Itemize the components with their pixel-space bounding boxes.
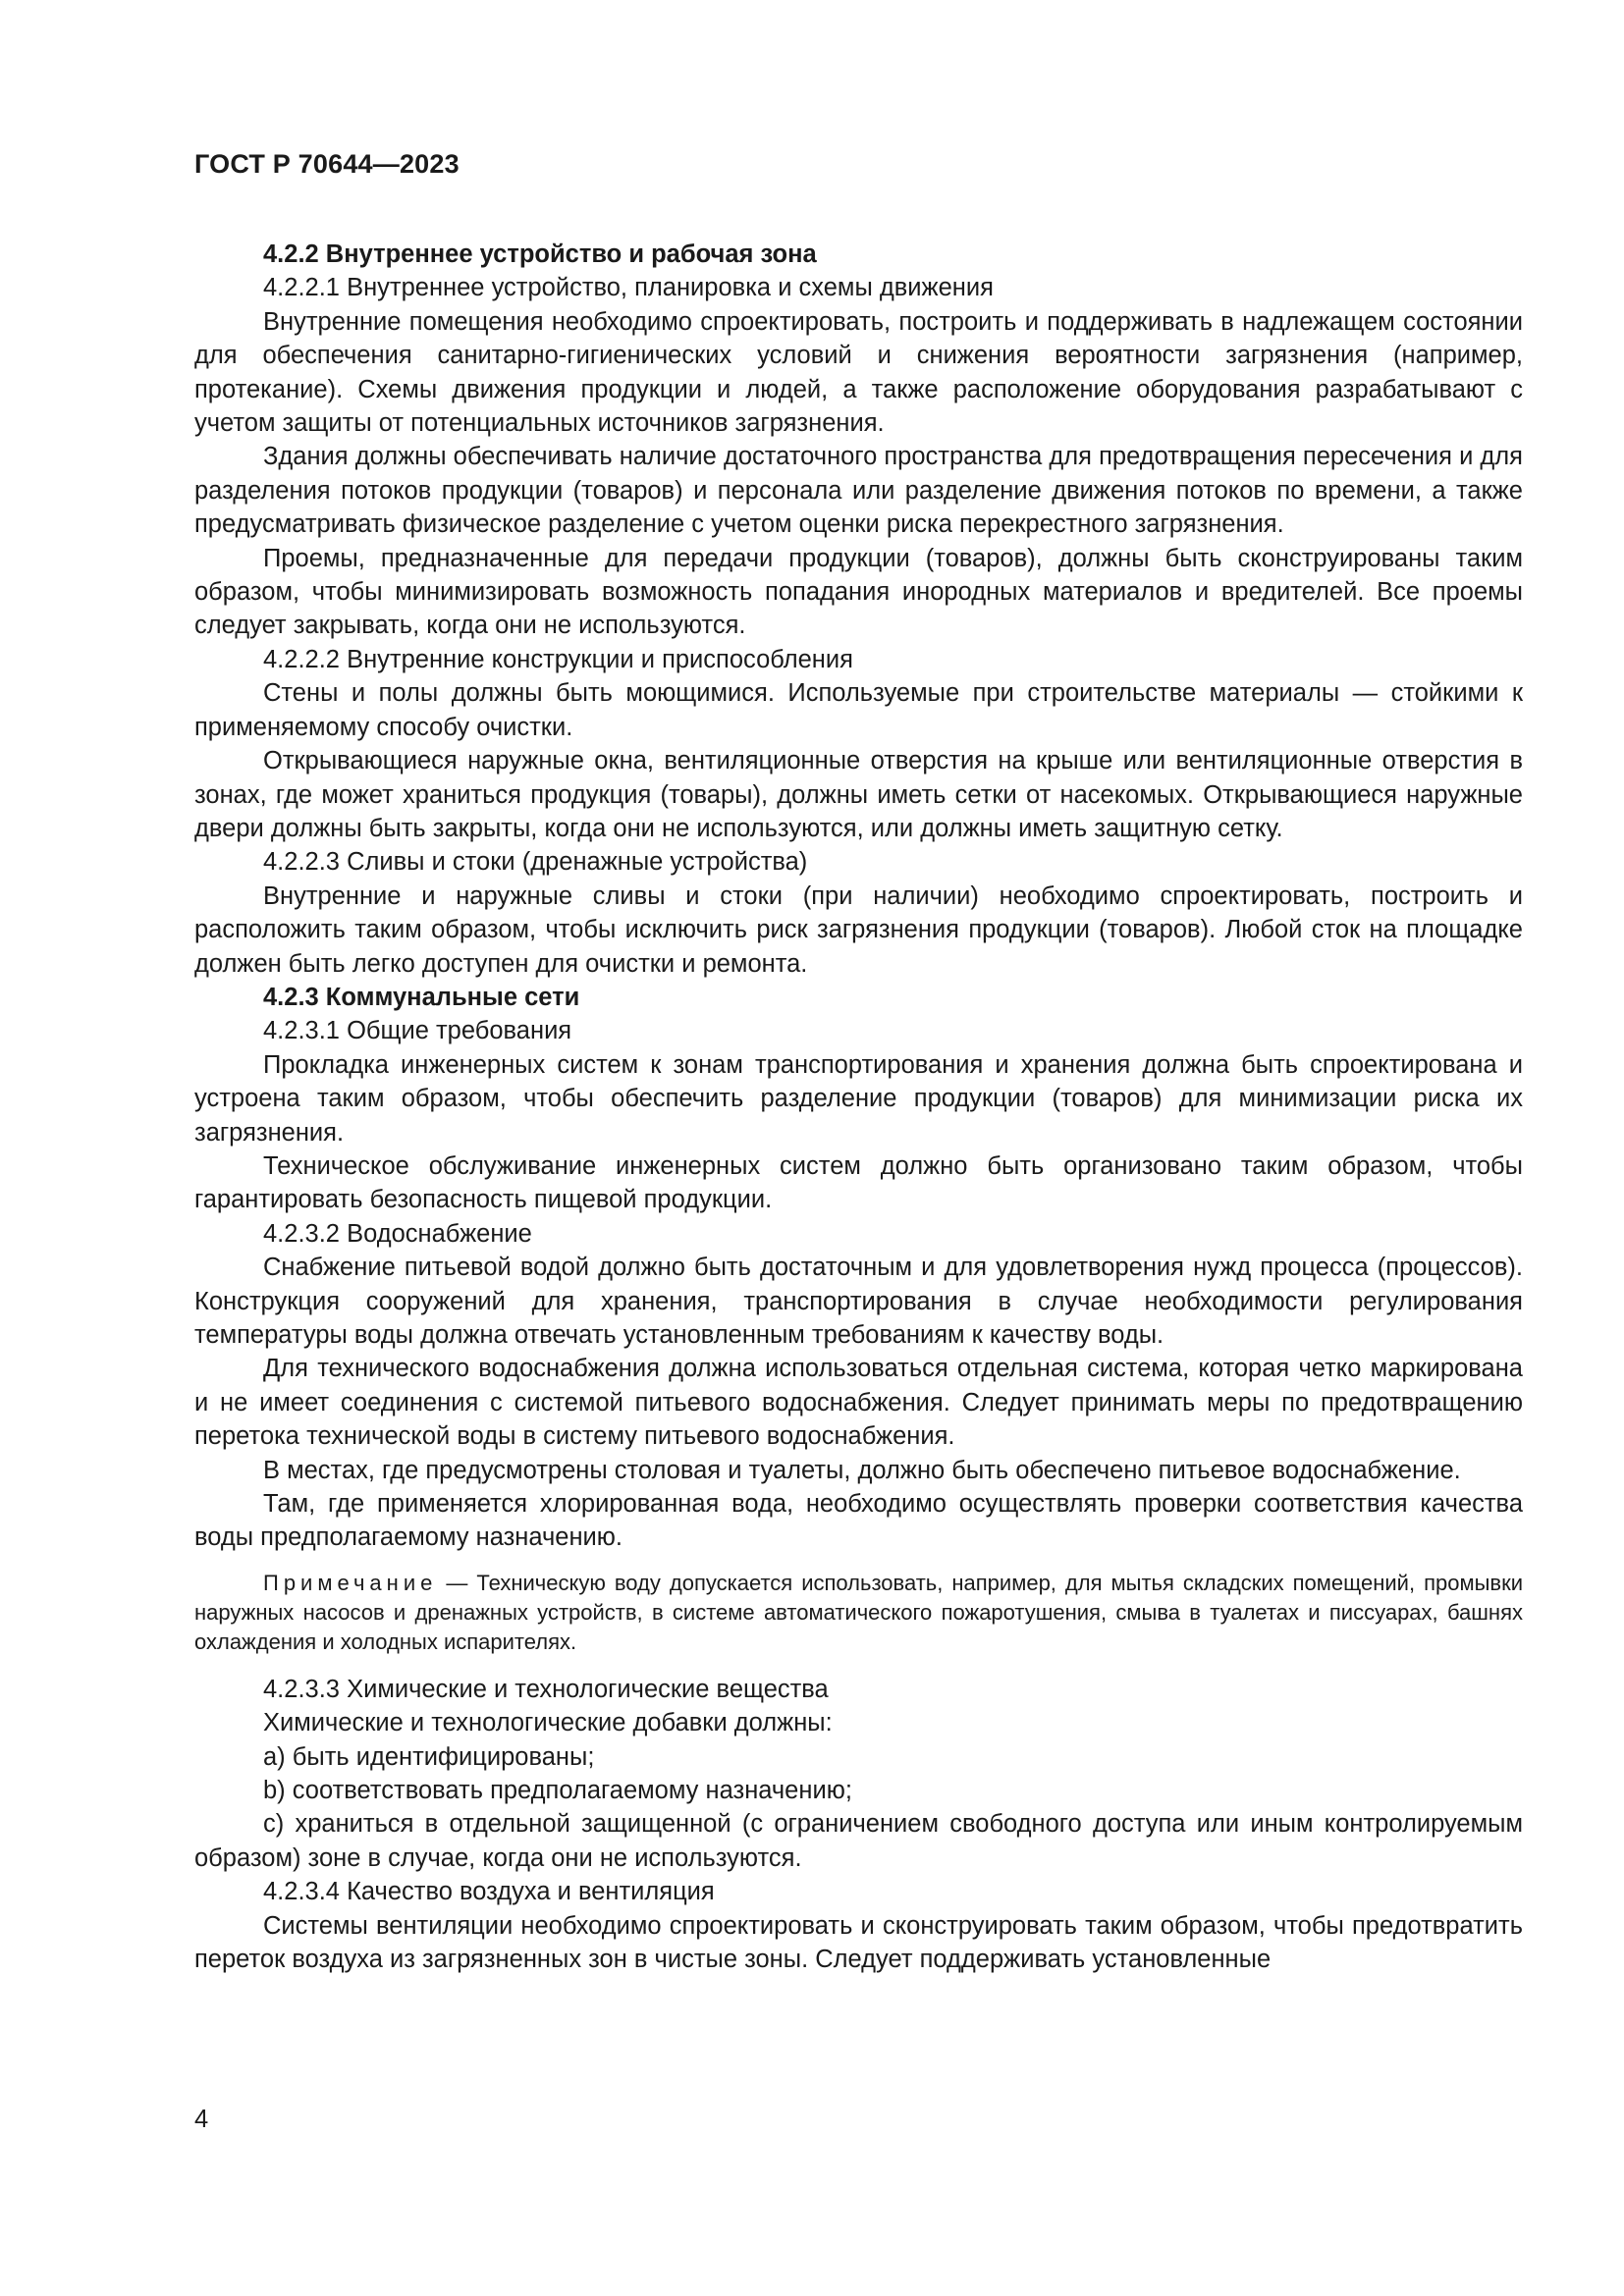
paragraph: Снабжение питьевой водой должно быть достаточным и для удовлетворения нужд процесса (процессов). Конструкция сооружений для хранения, транспортирования в случае необходимости регулирования температуры воды должна отвечать установленным требованиям к качеству воды. [194, 1254, 1523, 1349]
subsection-heading-4-2-3-1: 4.2.3.1 Общие требования [263, 1017, 572, 1045]
note-text: — Техническую воду допускается использовать, например, для мытья складских помещений, промывки наружных насосов и дренажных устройств, в системе автоматического пожаротушения, смыва в туалетах и писсуарах, башнях охлаждения и холодных испарителях. [194, 1570, 1523, 1654]
list-item-b: b) соответствовать предполагаемому назначению; [263, 1777, 852, 1805]
list-item-a: a) быть идентифицированы; [263, 1742, 595, 1771]
page-number: 4 [194, 2106, 209, 2133]
subsection-heading-4-2-2-2: 4.2.2.2 Внутренние конструкции и приспособления [263, 645, 853, 673]
paragraph: В местах, где предусмотрены столовая и туалеты, должно быть обеспечено питьевое водоснабжение. [263, 1456, 1461, 1484]
subsection-heading-4-2-3-3: 4.2.3.3 Химические и технологические вещества [263, 1675, 829, 1703]
document-page [194, 147, 1523, 1977]
note [194, 1569, 1523, 1657]
note-label: Примечание [263, 1570, 438, 1595]
subsection-heading-4-2-2-3: 4.2.2.3 Сливы и стоки (дренажные устройства) [263, 848, 808, 877]
section-heading-4-2-3: 4.2.3 Коммунальные сети [263, 983, 580, 1011]
paragraph: Техническое обслуживание инженерных систем должно быть организовано таким образом, чтобы гарантировать безопасность пищевой продукции. [194, 1151, 1523, 1214]
subsection-heading-4-2-2-1: 4.2.2.1 Внутреннее устройство, планировка и схемы движения [263, 274, 994, 302]
standard-designation: ГОСТ Р 70644—2023 [194, 149, 460, 179]
paragraph: Там, где применяется хлорированная вода, необходимо осуществлять проверки соответствия качества воды предполагаемому назначению. [194, 1490, 1523, 1552]
subsection-heading-4-2-3-4: 4.2.3.4 Качество воздуха и вентиляция [263, 1878, 715, 1906]
paragraph: Здания должны обеспечивать наличие достаточного пространства для предотвращения пересечения и для разделения потоков продукции (товаров) и персонала или разделение движения потоков по времени, а также предусматривать физическое разделение с учетом оценки риска перекрестного загрязнения. [194, 443, 1523, 539]
paragraph: Открывающиеся наружные окна, вентиляционные отверстия на крыше или вентиляционные отверстия в зонах, где может храниться продукция (товары), должны иметь сетки от насекомых. Открывающиеся наружные двери должны быть закрыты, когда они не используются, или должны иметь защитную сетку. [194, 747, 1523, 842]
paragraph: Для технического водоснабжения должна использоваться отдельная система, которая четко маркирована и не имеет соединения с системой питьевого водоснабжения. Следует принимать меры по предотвращению перетока технической воды в систему питьевого водоснабжения. [194, 1355, 1523, 1451]
paragraph: Проемы, предназначенные для передачи продукции (товаров), должны быть сконструированы таким образом, чтобы минимизировать возможность попадания инородных материалов и вредителей. Все проемы следует закрывать, когда они не используются. [194, 544, 1523, 640]
paragraph: Системы вентиляции необходимо спроектировать и сконструировать таким образом, чтобы предотвратить переток воздуха из загрязненных зон в чистые зоны. Следует поддерживать установленные [194, 1911, 1523, 1974]
paragraph: Химические и технологические добавки должны: [263, 1709, 833, 1737]
paragraph: Стены и полы должны быть моющимися. Используемые при строительстве материалы — стойкими к применяемому способу очистки. [194, 679, 1523, 741]
list-item-c: c) храниться в отдельной защищенной (с ограничением свободного доступа или иным контролируемым образом) зоне в случае, когда они не используются. [194, 1810, 1523, 1872]
paragraph: Прокладка инженерных систем к зонам транспортирования и хранения должна быть спроектирована и устроена таким образом, чтобы обеспечить разделение продукции (товаров) для минимизации риска их загрязнения. [194, 1050, 1523, 1147]
subsection-heading-4-2-3-2: 4.2.3.2 Водоснабжение [263, 1219, 532, 1248]
section-heading-4-2-2: 4.2.2 Внутреннее устройство и рабочая зона [263, 240, 817, 268]
paragraph: Внутренние и наружные сливы и стоки (при наличии) необходимо спроектировать, построить и расположить таким образом, чтобы исключить риск загрязнения продукции (товаров). Любой сток на площадке должен быть легко доступен для очистки и ремонта. [194, 881, 1523, 978]
paragraph: Внутренние помещения необходимо спроектировать, построить и поддерживать в надлежащем состоянии для обеспечения санитарно-гигиенических условий и снижения вероятности загрязнения (например, протекание). Схемы движения продукции и людей, а также расположение оборудования разрабатывают с учетом защиты от потенциальных источников загрязнения. [194, 307, 1523, 438]
